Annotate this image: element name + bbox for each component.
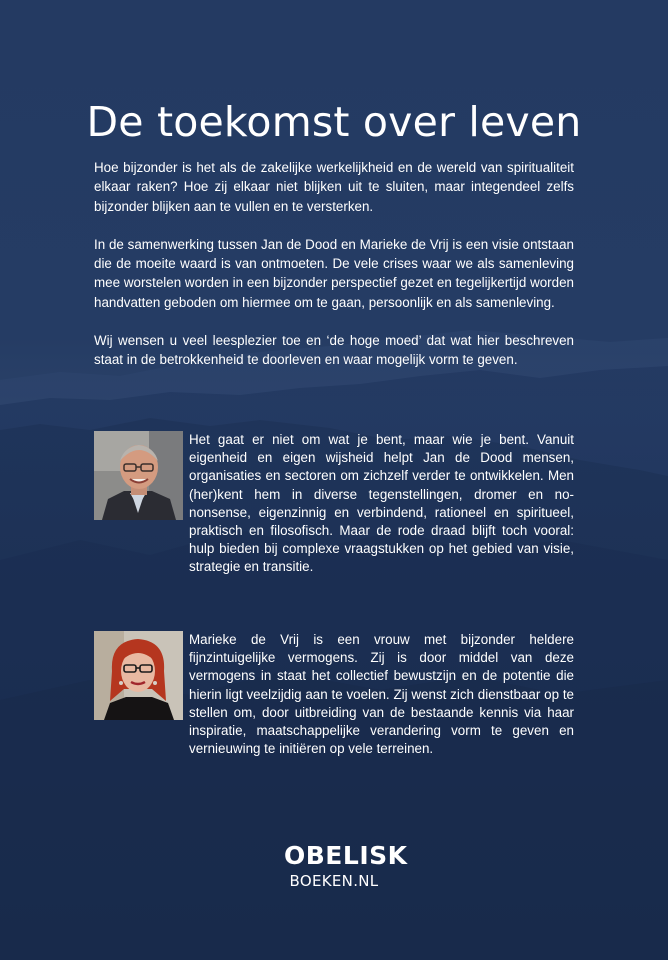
- logo-subtext: BOEKEN.NL: [289, 872, 379, 890]
- logo-wordmark: OBELISK: [284, 841, 408, 870]
- publisher-logo: [284, 841, 408, 890]
- bio-text-jan: Het gaat er niet om wat je bent, maar wie je bent. Vanuit eigenheid en eigen wijsheid helpt Jan de Dood mensen, organisaties en sectoren om zichzelf verder te ontwikkelen. Men (her)kent hem in diverse tegenstellingen, dromer en no-nonsense, eigenzinnig en verbindend, rationeel en spiritueel, praktisch en filosofisch. Maar de rode draad blijft toch vooral: hulp bieden bij complexe vraagstukken op het gebied van visie, strategie en transitie.: [189, 432, 574, 575]
- woman-portrait-icon: [94, 631, 183, 720]
- bio-text-marieke: Marieke de Vrij is een vrouw met bijzonder heldere fijnzintuigelijke vermogens. Zij is door middel van deze vermogens in staat het collectief bewustzijn en de potentie die hierin ligt veelzijdig aan te voelen. Zij wenst zich dienstbaar op te stellen om, door uitbreiding van de bestaande kennis via haar inspiratie, maatschappelijke verandering vorm te geven en vernieuwing te initiëren op vele terreinen.: [189, 632, 574, 757]
- intro-text: [94, 158, 574, 389]
- author-photo-marieke: [94, 631, 183, 720]
- page-title: De toekomst over leven: [86, 98, 582, 146]
- author-photo-jan: [94, 431, 183, 520]
- intro-paragraph: Hoe bijzonder is het als de zakelijke werkelijkheid en de wereld van spiritualiteit elkaar raken? Hoe zij elkaar niet blijken uit te sluiten, maar integendeel zelfs bijzonder blijken aan te vullen en te versterken.: [94, 160, 574, 214]
- man-portrait-icon: [94, 431, 183, 520]
- intro-paragraph: Wij wensen u veel leesplezier toe en ‘de hoge moed’ dat wat hier beschreven staat in de betrokkenheid te doorleven en waar mogelijk vorm te geven.: [94, 333, 574, 368]
- intro-paragraph: In de samenwerking tussen Jan de Dood en Marieke de Vrij is een visie ontstaan die de moeite waard is van ontmoeten. De vele crises waar we als samenleving mee worstelen worden in een bijzonder perspectief gezet en tegelijkertijd worden handvatten geboden om hiermee om te gaan, persoonlijk en als samenleving.: [94, 236, 574, 310]
